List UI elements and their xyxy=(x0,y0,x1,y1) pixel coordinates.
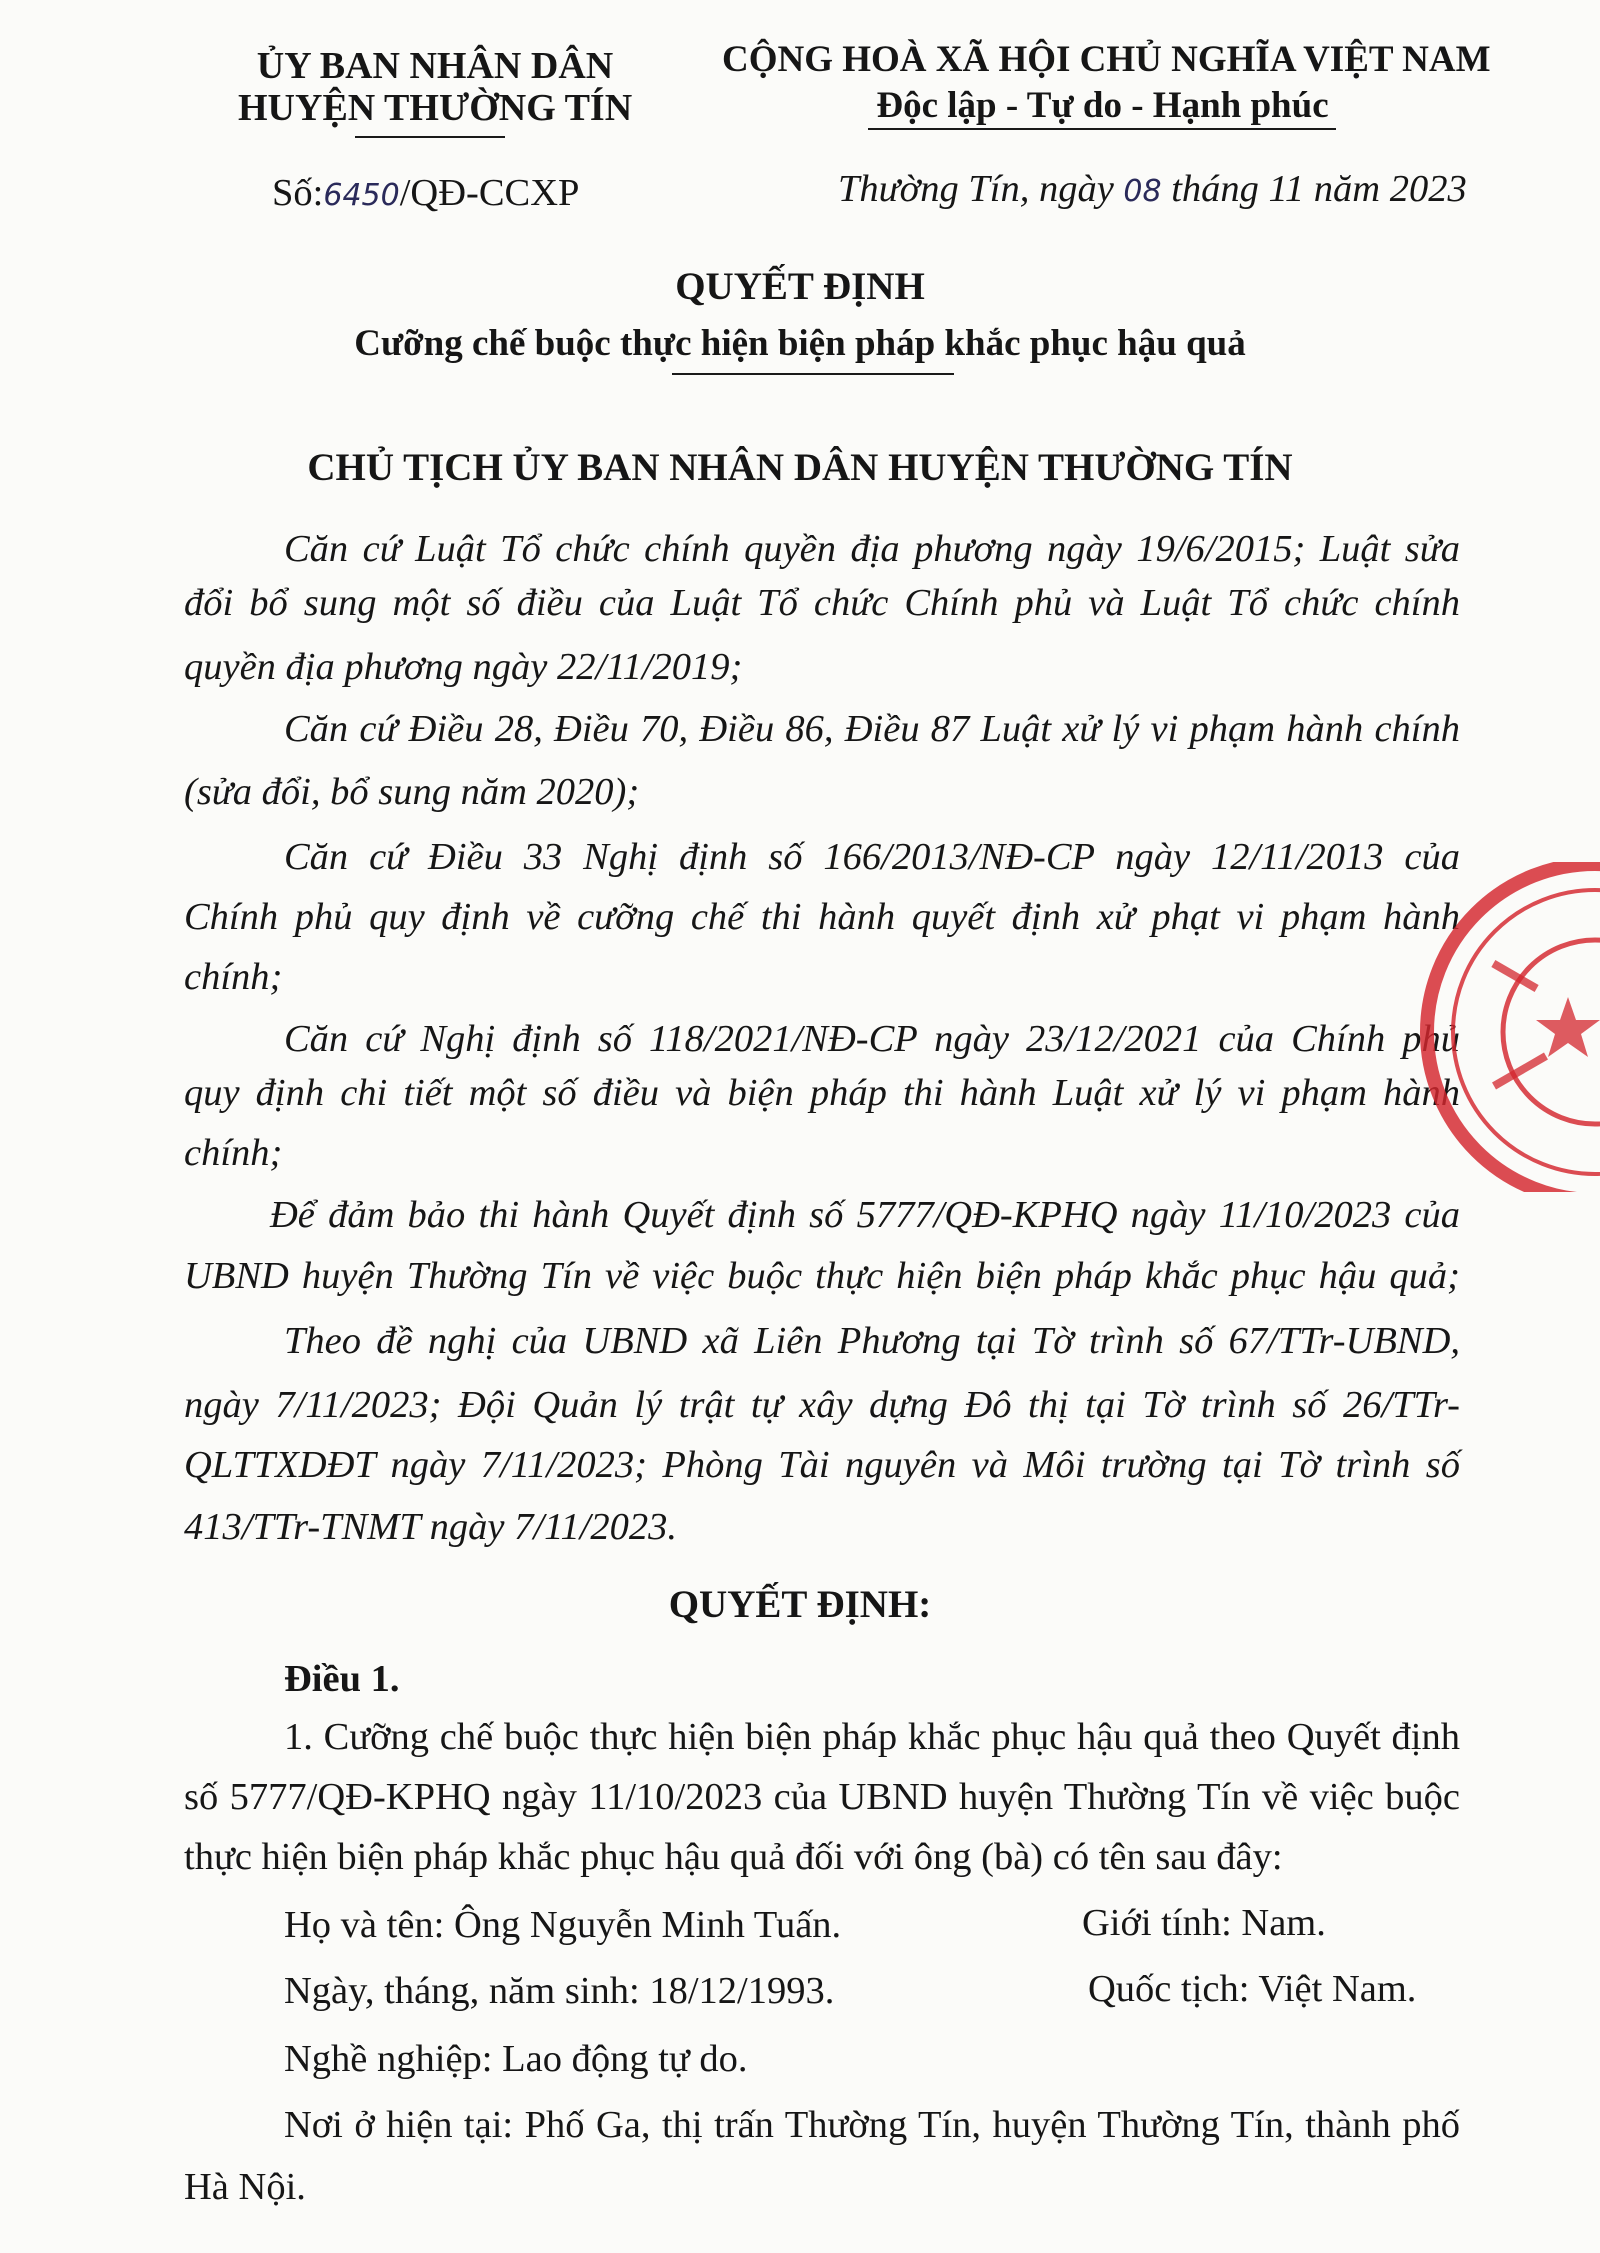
preamble-line: Căn cứ Điều 33 Nghị định số 166/2013/NĐ-CP ngày 12/11/2013 của xyxy=(284,836,1460,878)
person-occupation: Nghề nghiệp: Lao động tự do. xyxy=(284,2038,748,2080)
motto-underline xyxy=(868,128,1336,130)
subject-underline xyxy=(672,373,954,375)
preamble-line: đổi bổ sung một số điều của Luật Tổ chức Chính phủ và Luật Tổ chức chính xyxy=(184,582,1460,624)
preamble-line: Căn cứ Luật Tổ chức chính quyền địa phương ngày 19/6/2015; Luật sửa xyxy=(284,528,1460,570)
date-suffix: tháng 11 năm 2023 xyxy=(1161,168,1467,210)
preamble-line: ngày 7/11/2023; Đội Quản lý trật tự xây dựng Đô thị tại Tờ trình số 26/TTr- xyxy=(184,1384,1460,1426)
document-title: QUYẾT ĐỊNH xyxy=(675,265,925,308)
preamble-line: 413/TTr-TNMT ngày 7/11/2023. xyxy=(184,1506,678,1548)
decision-number xyxy=(272,174,579,213)
article-1-title: Điều 1. xyxy=(284,1658,400,1700)
person-dob: Ngày, tháng, năm sinh: 18/12/1993. xyxy=(284,1970,835,2012)
issue-date xyxy=(838,170,1467,209)
number-handwritten: 6450 xyxy=(323,178,400,213)
person-gender: Giới tính: Nam. xyxy=(1082,1902,1326,1944)
preamble-line: Theo đề nghị của UBND xã Liên Phương tại Tờ trình số 67/TTr-UBND, xyxy=(284,1320,1460,1362)
article-1-line: số 5777/QĐ-KPHQ ngày 11/10/2023 của UBND huyện Thường Tín về việc buộc xyxy=(184,1776,1460,1818)
preamble-line: (sửa đổi, bổ sung năm 2020); xyxy=(184,771,640,813)
date-prefix: Thường Tín, ngày xyxy=(838,168,1124,210)
document-subject: Cưỡng chế buộc thực hiện biện pháp khắc phục hậu quả xyxy=(354,323,1246,364)
person-residence-cont: Hà Nội. xyxy=(184,2166,306,2208)
decision-heading: QUYẾT ĐỊNH: xyxy=(668,1583,932,1626)
person-name: Họ và tên: Ông Nguyễn Minh Tuấn. xyxy=(284,1904,842,1946)
org-name-line2: HUYỆN THƯỜNG TÍN xyxy=(238,87,633,129)
issuing-authority: CHỦ TỊCH ỦY BAN NHÂN DÂN HUYỆN THƯỜNG TÍN xyxy=(307,446,1293,489)
article-1-line: thực hiện biện pháp khắc phục hậu quả đối với ông (bà) có tên sau đây: xyxy=(184,1836,1283,1878)
article-1-line: 1. Cưỡng chế buộc thực hiện biện pháp khắc phục hậu quả theo Quyết định xyxy=(284,1716,1460,1758)
preamble-line: Căn cứ Điều 28, Điều 70, Điều 86, Điều 87 Luật xử lý vi phạm hành chính xyxy=(284,708,1460,750)
person-residence: Nơi ở hiện tại: Phố Ga, thị trấn Thường Tín, huyện Thường Tín, thành phố xyxy=(284,2104,1460,2146)
preamble-line: UBND huyện Thường Tín về việc buộc thực hiện biện pháp khắc phục hậu quả; xyxy=(184,1255,1460,1297)
preamble-line: Căn cứ Nghị định số 118/2021/NĐ-CP ngày 23/12/2021 của Chính phủ xyxy=(284,1018,1460,1060)
number-suffix: /QĐ-CCXP xyxy=(399,172,580,214)
org-underline xyxy=(355,136,505,138)
preamble-line: chính; xyxy=(184,956,283,998)
nation-motto: Độc lập - Tự do - Hạnh phúc xyxy=(876,85,1329,126)
preamble-line: chính; xyxy=(184,1132,283,1174)
nation-name: CỘNG HOÀ XÃ HỘI CHỦ NGHĨA VIỆT NAM xyxy=(722,39,1491,80)
preamble-line: quyền địa phương ngày 22/11/2019; xyxy=(184,646,743,688)
preamble-line: QLTTXDĐT ngày 7/11/2023; Phòng Tài nguyên và Môi trường tại Tờ trình số xyxy=(184,1444,1460,1486)
preamble-line: Chính phủ quy định về cưỡng chế thi hành quyết định xử phạt vi phạm hành xyxy=(184,896,1460,938)
date-day-handwritten: 08 xyxy=(1123,174,1162,209)
preamble-line: Để đảm bảo thi hành Quyết định số 5777/QĐ-KPHQ ngày 11/10/2023 của xyxy=(270,1194,1460,1236)
official-seal-stamp xyxy=(1340,862,1600,1192)
org-name-line1: ỦY BAN NHÂN DÂN xyxy=(256,45,614,87)
person-nationality: Quốc tịch: Việt Nam. xyxy=(1088,1968,1417,2010)
preamble-line: quy định chi tiết một số điều và biện pháp thi hành Luật xử lý vi phạm hành xyxy=(184,1072,1460,1114)
number-prefix: Số: xyxy=(272,172,324,214)
